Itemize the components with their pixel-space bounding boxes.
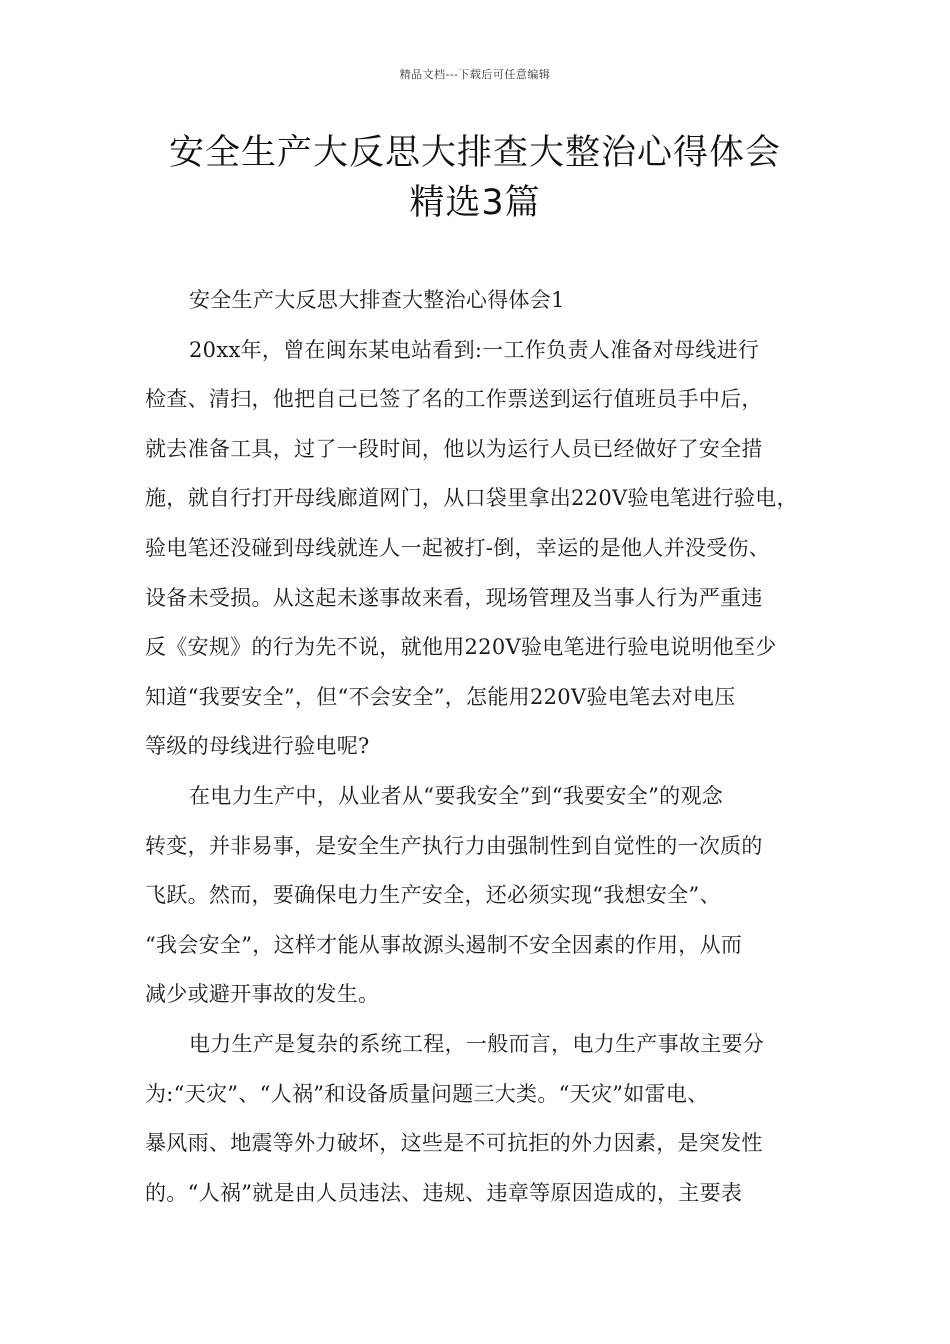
paragraph-line: 为:“天灾”、“人祸”和设备质量问题三大类。“天灾”如雷电、: [145, 1081, 709, 1106]
title-line-2: 精选3篇: [409, 183, 541, 223]
paragraph-line: 施，就自行打开母线廊道网门，从口袋里拿出220V验电笔进行验电，: [145, 486, 798, 511]
paragraph-2: [145, 772, 825, 1020]
title-line-1: 安全生产大反思大排查大整治心得体会: [168, 133, 781, 173]
paragraph-line: 知道“我要安全”，但“不会安全”，怎能用220V验电笔去对电压: [145, 684, 736, 709]
paragraph-line: 转变，并非易事，是安全生产执行力由强制性到自觉性的一次质的: [145, 833, 763, 858]
paragraph-3: [145, 1020, 825, 1218]
paragraph-line: 暴风雨、地震等外力破坏，这些是不可抗拒的外力因素，是突发性: [145, 1131, 763, 1156]
paragraph-line: 在电力生产中，从业者从“要我安全”到“我要安全”的观念: [189, 783, 724, 808]
paragraph-line: 验电笔还没碰到母线就连人一起被打-倒，幸运的是他人并没受伤、: [145, 535, 771, 560]
document-body: [145, 276, 825, 1218]
paragraph-line: 设备未受损。从这起未遂事故来看，现场管理及当事人行为严重违: [145, 585, 763, 610]
header-note: 精品文档---下载后可任意编辑: [399, 68, 551, 81]
paragraph-line: “我会安全”，这样才能从事故源头遏制不安全因素的作用，从而: [145, 932, 743, 957]
paragraph-line: 飞跃。然而，要确保电力生产安全，还必须实现“我想安全”、: [145, 883, 721, 908]
paragraph-line: 电力生产是复杂的系统工程，一般而言，电力生产事故主要分: [189, 1031, 765, 1056]
section-heading: 安全生产大反思大排查大整治心得体会1: [189, 288, 565, 312]
paragraph-line: 减少或避开事故的发生。: [145, 982, 380, 1007]
document-title: [100, 128, 850, 228]
paragraph-1: [145, 326, 825, 772]
paragraph-line: 的。“人祸”就是由人员违法、违规、违章等原因造成的，主要表: [145, 1180, 743, 1205]
paragraph-line: 20xx年，曾在闽东某电站看到:一工作负责人准备对母线进行: [189, 337, 760, 362]
paragraph-line: 反《安规》的行为先不说，就他用220V验电笔进行验电说明他至少: [145, 635, 777, 660]
paragraph-line: 等级的母线进行验电呢?: [145, 734, 370, 759]
paragraph-line: 就去准备工具，过了一段时间，他以为运行人员已经做好了安全措: [145, 436, 763, 461]
paragraph-line: 检查、清扫，他把自己已签了名的工作票送到运行值班员手中后，: [145, 387, 763, 412]
